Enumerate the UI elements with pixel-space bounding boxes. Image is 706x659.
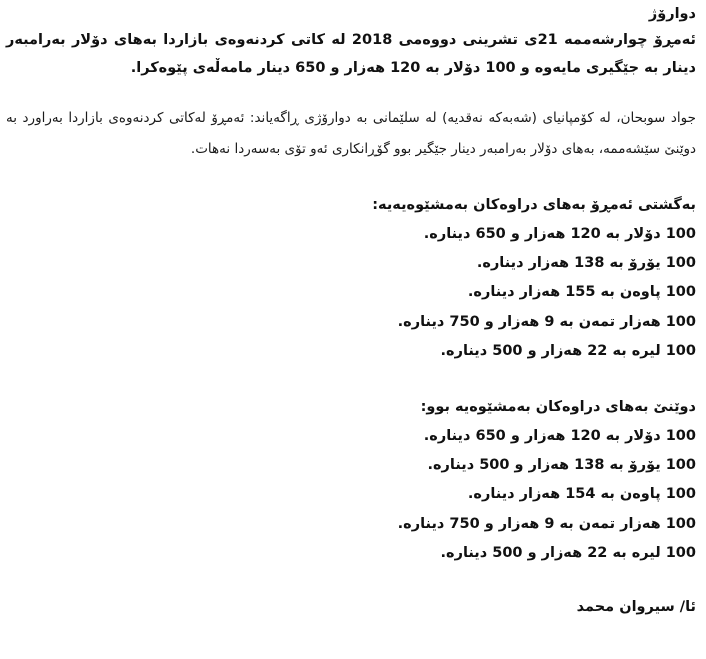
article xyxy=(6,2,696,621)
author-signature: ئا/ سیروان محمد xyxy=(576,599,696,616)
today-rates-heading: بەگشتی ئەمڕۆ بەهای دراوەکان بەمشێوەیەیە: xyxy=(372,197,696,213)
yesterday-rates-list xyxy=(6,422,696,568)
rate-irr: 100 هەزار تمەن بە 9 هەزار و 750 دینارە. xyxy=(397,515,696,532)
rate-usd: 100 دۆلار بە 120 هەزار و 650 دینارە. xyxy=(423,226,696,242)
rate-try: 100 لیرە بە 22 هەزار و 500 دینارە. xyxy=(440,342,696,359)
article-lead: ئەمڕۆ چوارشەممە 21ی تشرینی دووەمی 2018 لە کاتی کردنەوەی بازاردا بەهای دۆلار بەرامبەر دینار بە جێگیری مایەوە و 100 دۆلار بە 120 هەزار و 650 دینار مامەڵەی پێوەکرا. xyxy=(6,32,696,76)
today-rates-section xyxy=(6,191,696,366)
yesterday-rates-heading: دوێنێ بەهای دراوەکان بەمشێوەیە بوو: xyxy=(420,399,696,416)
rate-usd: 100 دۆلار بە 120 هەزار و 650 دینارە. xyxy=(423,428,696,445)
rate-gbp: 100 پاوەن بە 154 هەزار دینارە. xyxy=(467,486,696,503)
rate-irr: 100 هەزار تمەن بە 9 هەزار و 750 دینارە. xyxy=(397,313,696,330)
article-body: جواد سوبحان، لە کۆمپانیای (شەبەکە نەقدیە) لە سلێمانی بە دوارۆژی ڕاگەیاند: ئەمڕۆ لەکاتی کردنەوەی بازاردا بەراورد بە دوێنێ سێشەممە، بەهای دۆلار بەرامبەر دینار جێگیر بوو گۆڕانکاری ئەو تۆی بەسەردا نەهات. xyxy=(6,110,696,157)
rate-eur: 100 یۆرۆ بە 138 هەزار و 500 دینارە. xyxy=(427,457,696,474)
rate-gbp: 100 پاوەن بە 155 هەزار دینارە. xyxy=(467,284,696,301)
rate-try: 100 لیرە بە 22 هەزار و 500 دینارە. xyxy=(440,544,696,561)
article-title: دوارۆژ xyxy=(648,6,696,22)
today-rates-list xyxy=(6,220,696,366)
yesterday-rates-section xyxy=(6,393,696,568)
rate-eur: 100 یۆرۆ بە 138 هەزار دینارە. xyxy=(476,255,696,272)
